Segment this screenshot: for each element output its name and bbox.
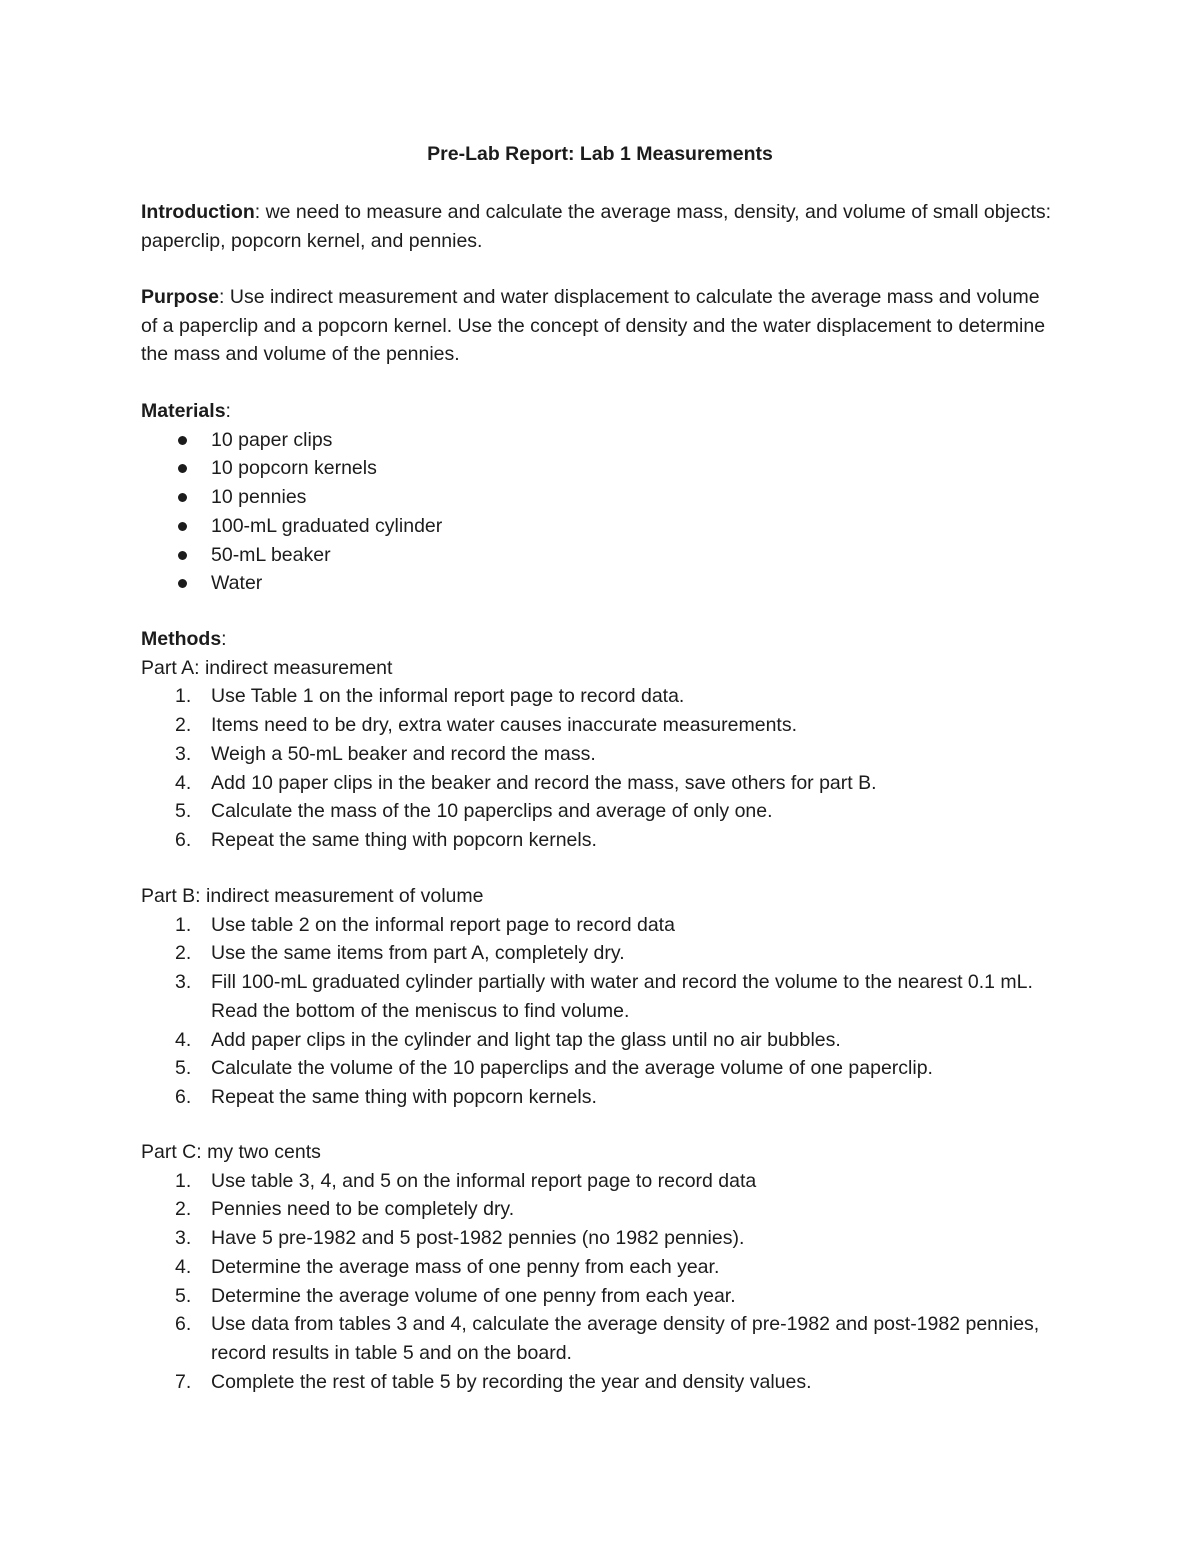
list-item: 1. Use table 2 on the informal report page to record data <box>175 913 675 936</box>
bullet-icon <box>178 464 187 473</box>
part-c-steps <box>141 1167 1061 1397</box>
methods-colon: : <box>221 628 227 650</box>
bullet-icon <box>178 551 187 560</box>
materials-heading <box>141 397 1061 426</box>
methods-heading <box>141 625 1061 654</box>
list-item: 4. Add 10 paper clips in the beaker and record the mass, save others for part B. <box>175 771 877 794</box>
part-b-section <box>141 882 1061 1112</box>
list-item: 5. Determine the average volume of one penny from each year. <box>175 1284 736 1307</box>
list-item: 4. Add paper clips in the cylinder and light tap the glass until no air bubbles. <box>175 1028 841 1051</box>
list-item: 2. Use the same items from part A, completely dry. <box>175 942 625 965</box>
list-item: 4. Determine the average mass of one penny from each year. <box>175 1255 720 1278</box>
part-a-title: Part A: indirect measurement <box>141 656 393 679</box>
materials-label: Materials <box>141 400 226 422</box>
list-item: 1. Use table 3, 4, and 5 on the informal report page to record data <box>175 1169 757 1192</box>
list-item: 100-mL graduated cylinder <box>141 512 1061 541</box>
bullet-icon <box>178 579 187 588</box>
bullet-icon <box>178 436 187 445</box>
purpose-paragraph <box>141 283 1061 369</box>
bullet-icon <box>178 522 187 531</box>
purpose-text: : Use indirect measurement and water displacement to calculate the average mass and volume of a paperclip and a popcorn kernel. Use the concept of density and the water displacement to determine the mass and volume of the pennies. <box>141 286 1046 366</box>
list-item: 10 paper clips <box>141 426 1061 455</box>
list-item: 2. Items need to be dry, extra water causes inaccurate measurements. <box>175 714 797 737</box>
list-item: 5. Calculate the mass of the 10 paperclips and average of only one. <box>175 800 773 823</box>
part-c-title: Part C: my two cents <box>141 1141 321 1163</box>
list-item: 6. Repeat the same thing with popcorn kernels. <box>175 828 597 851</box>
list-item: 1. Use Table 1 on the informal report page to record data. <box>175 685 685 708</box>
list-item: 7. Complete the rest of table 5 by recording the year and density values. <box>175 1370 812 1393</box>
list-item: 3. Weigh a 50-mL beaker and record the mass. <box>175 742 596 765</box>
materials-section <box>141 397 1061 598</box>
list-item: 50-mL beaker <box>141 541 1061 570</box>
list-item: 5. Calculate the volume of the 10 paperclips and the average volume of one paperclip. <box>175 1057 933 1080</box>
methods-section <box>141 625 1061 855</box>
introduction-text: : we need to measure and calculate the average mass, density, and volume of small objects: paperclip, popcorn kernel, and pennies. <box>141 201 1052 252</box>
list-item: 2. Pennies need to be completely dry. <box>175 1198 515 1221</box>
materials-colon: : <box>225 400 231 422</box>
part-a-steps <box>141 682 1061 854</box>
materials-list <box>141 426 1061 598</box>
purpose-label: Purpose <box>141 286 220 308</box>
part-b-title: Part B: indirect measurement of volume <box>141 885 484 907</box>
methods-label: Methods <box>141 628 222 650</box>
list-item: 3. Fill 100-mL graduated cylinder partially with water and record the volume to the nearest 0.1 mL. Read the bottom of the meniscus to find volume. <box>175 971 1033 1022</box>
page-title: Pre-Lab Report: Lab 1 Measurements <box>427 143 773 165</box>
part-c-section <box>141 1138 1061 1396</box>
list-item: 6. Use data from tables 3 and 4, calculate the average density of pre-1982 and post-1982 pennies, record results in table 5 and on the board. <box>175 1313 1040 1364</box>
introduction-label: Introduction <box>141 201 255 223</box>
list-item: 10 popcorn kernels <box>141 454 1061 483</box>
list-item: 6. Repeat the same thing with popcorn kernels. <box>175 1085 597 1108</box>
list-item: 10 pennies <box>141 483 1061 512</box>
introduction-paragraph <box>141 198 1061 255</box>
bullet-icon <box>178 493 187 502</box>
part-b-steps <box>141 911 1061 1112</box>
list-item: 3. Have 5 pre-1982 and 5 post-1982 pennies (no 1982 pennies). <box>175 1227 745 1250</box>
list-item: Water <box>141 569 1061 598</box>
